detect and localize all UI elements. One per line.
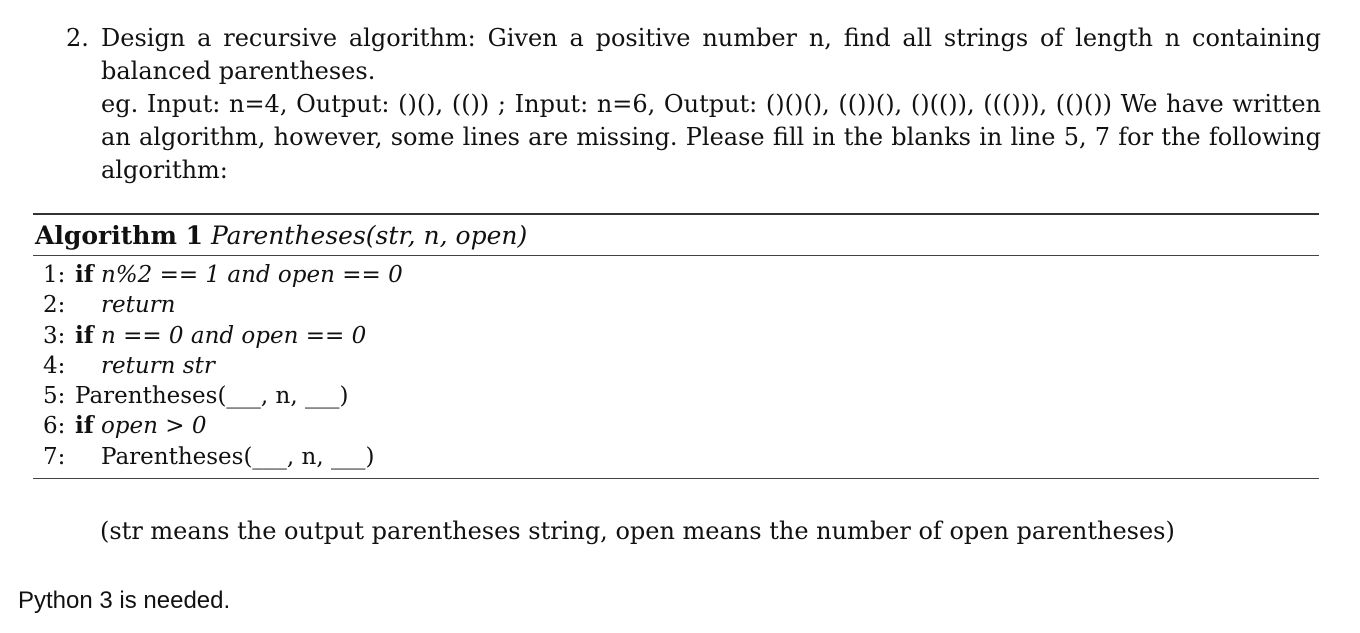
line-code: Parentheses(___, n, ___) [75, 383, 349, 410]
algorithm-bottom-rule [33, 478, 1319, 479]
algorithm-box [33, 213, 1319, 479]
condition: open > 0 [100, 413, 207, 440]
algorithm-line-2 [33, 290, 1319, 320]
algorithm-line-6 [33, 411, 1319, 441]
line-number: 1: [43, 262, 66, 288]
line-code: return [101, 292, 176, 319]
algorithm-header [33, 215, 1319, 255]
line-number: 4: [43, 352, 66, 379]
algorithm-label: Algorithm 1 [35, 221, 203, 250]
problem-description: Design a recursive algorithm: Given a positive number n, find all strings of length n containing balanced parentheses. [101, 24, 1321, 85]
line-code: return str [101, 352, 215, 379]
line-number: 5: [43, 383, 66, 410]
algorithm-line-5 [33, 381, 1319, 411]
condition: n%2 == 1 and open == 0 [100, 262, 403, 288]
line-number: 6: [43, 413, 66, 440]
line-number: 7: [43, 443, 66, 470]
condition: n == 0 and open == 0 [100, 322, 367, 349]
algorithm-line-1 [33, 260, 1319, 290]
line-code: Parentheses(___, n, ___) [101, 443, 375, 470]
algorithm-line-3 [33, 321, 1319, 351]
line-number: 3: [43, 322, 66, 349]
explanatory-note: (str means the output parentheses string, open means the number of open parentheses) [100, 517, 1175, 545]
line-code [75, 260, 403, 290]
keyword: if [75, 412, 94, 440]
algorithm-line-4 [33, 351, 1319, 381]
algorithm-signature: Parentheses(str, n, open) [210, 221, 528, 250]
keyword: if [75, 321, 94, 349]
footer-text: Python 3 is needed. [18, 587, 231, 614]
algorithm-line-7 [33, 442, 1319, 472]
problem-example: eg. Input: n=4, Output: ()(), (()) ; Input: n=6, Output: ()()(), (())(), ()(()), ((())), (()()) We have written an algorithm, however, some lines are missing. Please fill in the blanks in line 5, 7 for the following algorithm: [101, 90, 1321, 184]
line-code [75, 411, 206, 441]
line-number: 2: [43, 292, 66, 319]
algorithm-lines [33, 256, 1319, 478]
problem-number: 2. [66, 24, 89, 52]
line-code [75, 321, 366, 351]
keyword: if [75, 261, 94, 288]
problem-statement [66, 22, 1321, 187]
